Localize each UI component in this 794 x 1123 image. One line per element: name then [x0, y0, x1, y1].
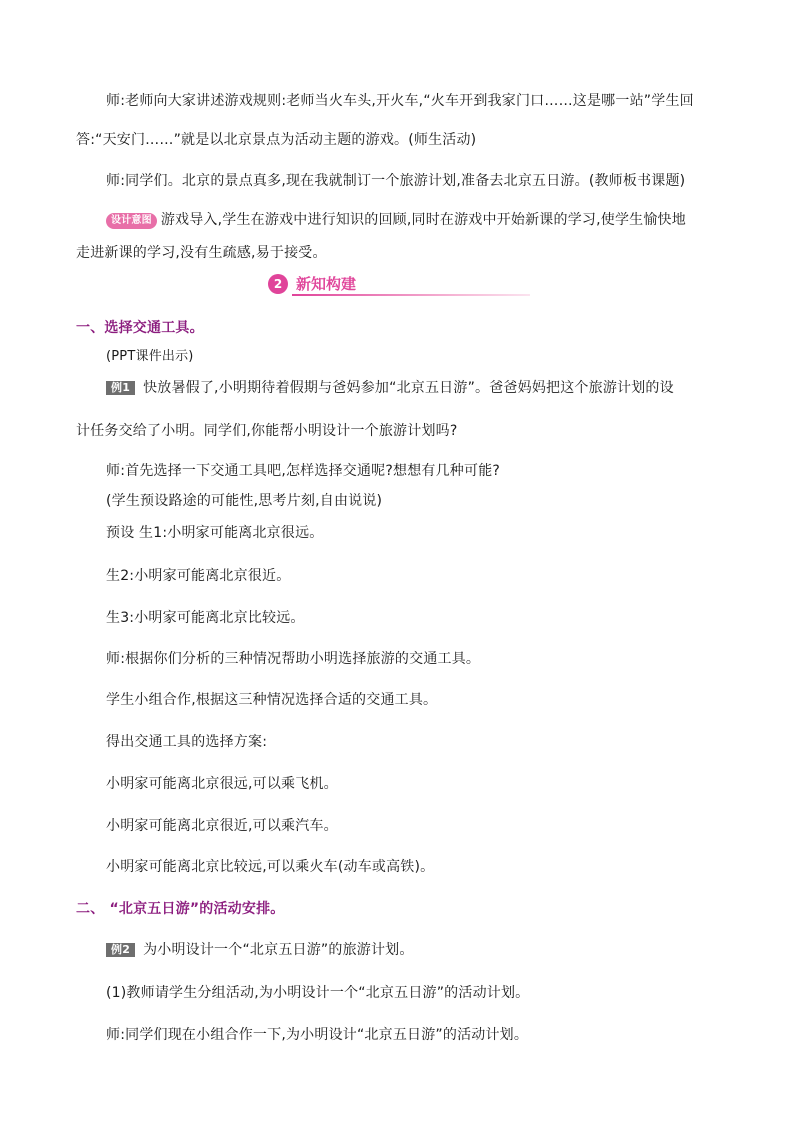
- teacher-group-instruction: 师:同学们现在小组合作一下,为小明设计“北京五日游”的活动计划。: [106, 1027, 529, 1043]
- student3: 生3:小明家可能离北京比较远。: [106, 610, 305, 626]
- paragraph-lesson-title: 师:同学们。北京的景点真多,现在我就制订一个旅游计划,准备去北京五日游。(教师板书课题): [106, 173, 686, 189]
- heading-activity-plan: 二、 “北京五日游”的活动安排。: [76, 901, 285, 917]
- teacher-group-activity: (1)教师请学生分组活动,为小明设计一个“北京五日游”的活动计划。: [106, 985, 530, 1001]
- group-work: 学生小组合作,根据这三种情况选择合适的交通工具。: [106, 692, 438, 708]
- example1-text: 快放暑假了,小明期待着假期与爸妈参加“北京五日游”。爸爸妈妈把这个旅游计划的设: [143, 380, 674, 396]
- design-intent-text: 游戏导入,学生在游戏中进行知识的回顾,同时在游戏中开始新课的学习,使学生愉快地: [160, 212, 686, 228]
- plan-intro: 得出交通工具的选择方案:: [106, 734, 268, 750]
- ppt-note: (PPT课件出示): [106, 349, 194, 364]
- plan-near: 小明家可能离北京很近,可以乘汽车。: [106, 818, 338, 834]
- design-intent-paragraph: [106, 211, 686, 229]
- design-intent-text-cont: 走进新课的学习,没有生疏感,易于接受。: [76, 245, 327, 261]
- student-think-note: (学生预设路途的可能性,思考片刻,自由说说): [106, 493, 383, 509]
- example2-text: 为小明设计一个“北京五日游”的旅游计划。: [143, 942, 414, 958]
- student2: 生2:小明家可能离北京很近。: [106, 568, 291, 584]
- teacher-instruction: 师:根据你们分析的三种情况帮助小明选择旅游的交通工具。: [106, 651, 481, 667]
- example2-paragraph: [106, 941, 414, 959]
- section-header: [268, 272, 530, 296]
- example1-badge: 例1: [106, 381, 135, 395]
- plan-medium: 小明家可能离北京比较远,可以乘火车(动车或高铁)。: [106, 859, 435, 875]
- example1-text-cont: 计任务交给了小明。同学们,你能帮小明设计一个旅游计划吗?: [76, 423, 458, 439]
- teacher-question: 师:首先选择一下交通工具吧,怎样选择交通呢?想想有几种可能?: [106, 463, 501, 479]
- preset-student1: 预设 生1:小明家可能离北京很远。: [106, 525, 324, 541]
- paragraph-game-rules-cont: 答:“天安门……”就是以北京景点为活动主题的游戏。(师生活动): [76, 132, 477, 148]
- paragraph-game-rules: 师:老师向大家讲述游戏规则:老师当火车头,开火车,“火车开到我家门口……这是哪一站”学生回: [106, 93, 694, 109]
- example2-badge: 例2: [106, 943, 135, 957]
- section-divider: [292, 294, 530, 296]
- design-intent-badge: 设计意图: [106, 213, 157, 229]
- example1-paragraph: [106, 379, 674, 397]
- plan-far: 小明家可能离北京很远,可以乘飞机。: [106, 776, 338, 792]
- heading-choose-transport: 一、选择交通工具。: [76, 320, 204, 336]
- section-title: 新知构建: [296, 275, 357, 293]
- section-number-badge: 2: [268, 274, 288, 294]
